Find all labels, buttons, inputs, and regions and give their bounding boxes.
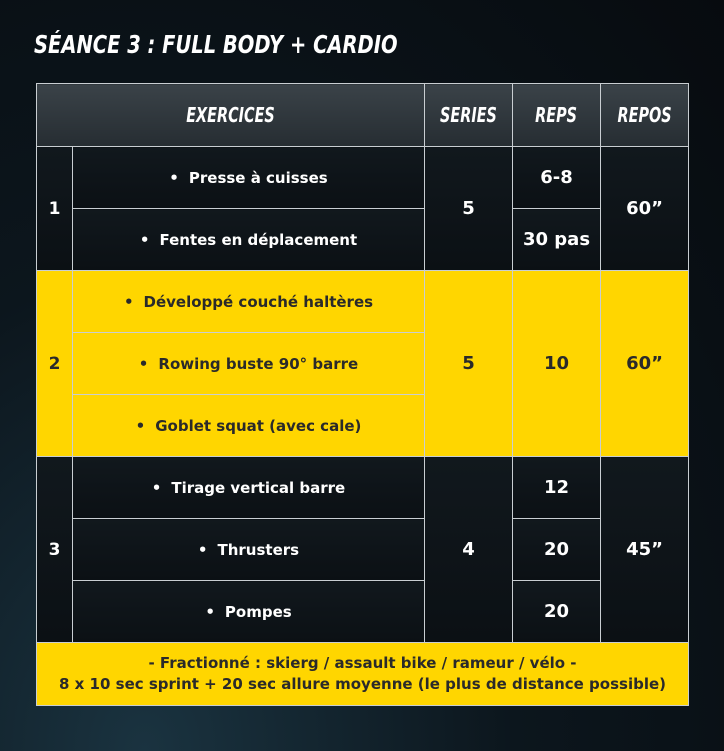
cardio-note	[37, 643, 689, 706]
cardio-line-2: 8 x 10 sec sprint + 20 sec allure moyenne (le plus de distance possible)	[59, 675, 667, 693]
series-cell: 5	[425, 271, 513, 457]
cardio-footer-row	[37, 643, 689, 706]
reps-cell: 20	[513, 519, 601, 581]
repos-cell: 60”	[601, 271, 689, 457]
exercise-cell: • Tirage vertical barre	[73, 457, 425, 519]
workout-table	[36, 83, 689, 706]
header-repos: REPOS	[601, 84, 689, 147]
block-number: 3	[37, 457, 73, 643]
table-row	[37, 519, 689, 581]
header-row	[37, 84, 689, 147]
exercise-cell: • Thrusters	[73, 519, 425, 581]
series-cell: 5	[425, 147, 513, 271]
header-series: SERIES	[425, 84, 513, 147]
exercise-cell: • Fentes en déplacement	[73, 209, 425, 271]
exercise-cell: • Goblet squat (avec cale)	[73, 395, 425, 457]
block-number: 2	[37, 271, 73, 457]
reps-cell: 6-8	[513, 147, 601, 209]
table-row	[37, 271, 689, 333]
header-exercices: EXERCICES	[37, 84, 425, 147]
exercise-cell: • Développé couché haltères	[73, 271, 425, 333]
repos-cell: 60”	[601, 147, 689, 271]
table-row	[37, 581, 689, 643]
repos-cell: 45”	[601, 457, 689, 643]
exercise-cell: • Presse à cuisses	[73, 147, 425, 209]
table-row	[37, 457, 689, 519]
table-row	[37, 209, 689, 271]
exercise-cell: • Rowing buste 90° barre	[73, 333, 425, 395]
cardio-line-1: - Fractionné : skierg / assault bike / rameur / vélo -	[148, 654, 577, 672]
series-cell: 4	[425, 457, 513, 643]
reps-cell: 10	[513, 271, 601, 457]
page-title: SÉANCE 3 : FULL BODY + CARDIO	[34, 30, 398, 59]
table-row	[37, 147, 689, 209]
block-number: 1	[37, 147, 73, 271]
reps-cell: 30 pas	[513, 209, 601, 271]
reps-cell: 20	[513, 581, 601, 643]
exercise-cell: • Pompes	[73, 581, 425, 643]
header-reps: REPS	[513, 84, 601, 147]
reps-cell: 12	[513, 457, 601, 519]
